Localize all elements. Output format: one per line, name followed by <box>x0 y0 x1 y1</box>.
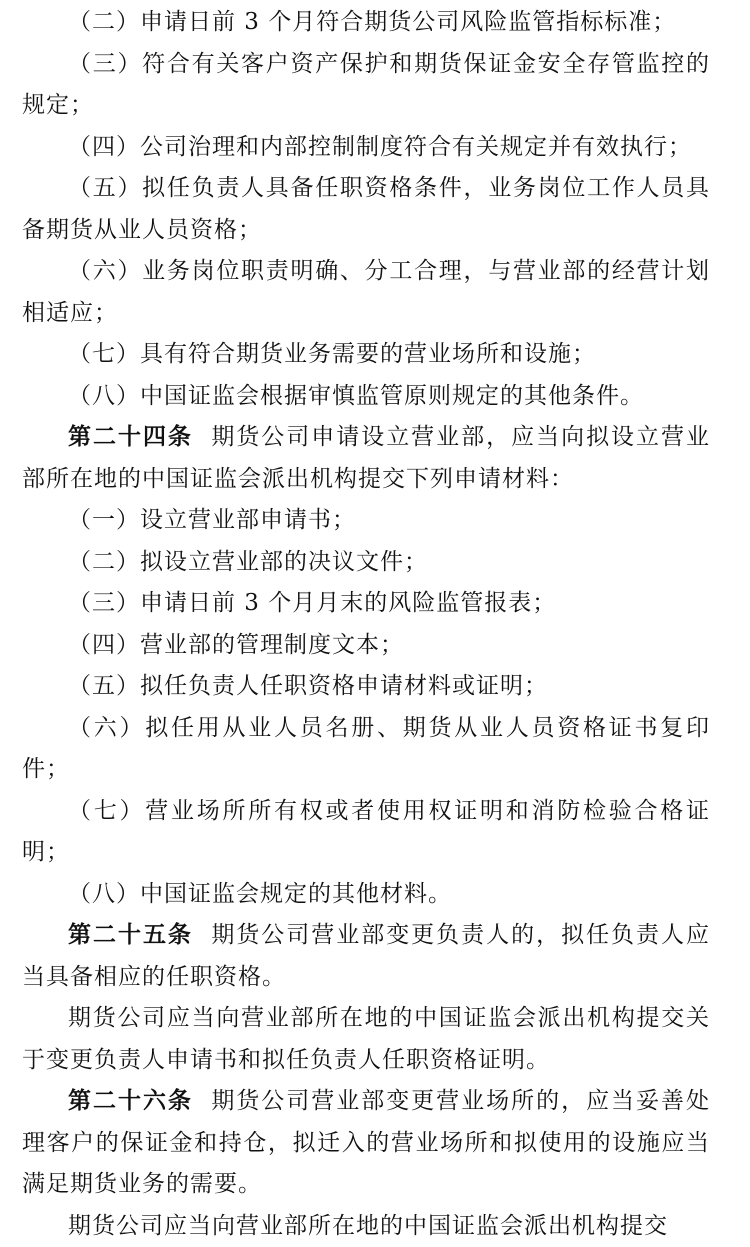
paragraph-text: （六）拟任用从业人员名册、期货从业人员资格证书复印件； <box>22 715 710 783</box>
article-paragraph <box>22 1081 710 1206</box>
paragraph-text: （八）中国证监会根据审慎监管原则规定的其他条件。 <box>68 383 644 409</box>
paragraph <box>22 44 710 127</box>
article-number: 第二十四条 <box>68 424 193 450</box>
paragraph-text: （五）拟任负责人具备任职资格条件，业务岗位工作人员具备期货从业人员资格； <box>22 175 710 243</box>
paragraph-text: （一）设立营业部申请书； <box>68 507 356 533</box>
paragraph <box>22 666 710 708</box>
paragraph-text: （五）拟任负责人任职资格申请材料或证明； <box>68 673 548 699</box>
paragraph-text: （八）中国证监会规定的其他材料。 <box>68 881 452 907</box>
paragraph <box>22 625 710 667</box>
paragraph <box>22 334 710 376</box>
paragraph <box>22 874 710 916</box>
paragraph <box>22 708 710 791</box>
paragraph <box>22 542 710 584</box>
article-number: 第二十六条 <box>68 1088 193 1114</box>
paragraph-text: （三）申请日前 3 个月月末的风险监管报表； <box>68 590 556 616</box>
paragraph-text: （六）业务岗位职责明确、分工合理，与营业部的经营计划相适应； <box>22 258 710 326</box>
paragraph <box>22 251 710 334</box>
article-paragraph <box>22 417 710 500</box>
paragraph-text: （四）营业部的管理制度文本； <box>68 632 404 658</box>
paragraph <box>22 583 710 625</box>
paragraph <box>22 1206 710 1247</box>
paragraph <box>22 500 710 542</box>
paragraph <box>22 998 710 1081</box>
paragraph-text: 期货公司营业部变更营业场所的，应当妥善处理客户的保证金和持仓，拟迁入的营业场所和拟使用的设施应当满足期货业务的需要。 <box>22 1088 710 1197</box>
article-number: 第二十五条 <box>68 922 193 948</box>
paragraph <box>22 2 710 44</box>
paragraph-text: （二）拟设立营业部的决议文件； <box>68 549 428 575</box>
paragraph-text: （七）具有符合期货业务需要的营业场所和设施； <box>68 341 596 367</box>
paragraph <box>22 168 710 251</box>
paragraph-text: 期货公司应当向营业部所在地的中国证监会派出机构提交关于变更负责人申请书和拟任负责人任职资格证明。 <box>22 1005 710 1073</box>
paragraph-text: （七）营业场所所有权或者使用权证明和消防检验合格证明； <box>22 798 710 866</box>
paragraph-text: （四）公司治理和内部控制制度符合有关规定并有效执行； <box>68 134 692 160</box>
paragraph <box>22 127 710 169</box>
paragraph-text: （二）申请日前 3 个月符合期货公司风险监管指标标准； <box>68 9 676 35</box>
paragraph <box>22 791 710 874</box>
paragraph <box>22 376 710 418</box>
paragraph-text: 期货公司应当向营业部所在地的中国证监会派出机构提交 <box>68 1213 668 1239</box>
paragraph-text: 期货公司申请设立营业部，应当向拟设立营业部所在地的中国证监会派出机构提交下列申请材料： <box>22 424 710 492</box>
paragraph-text: 期货公司营业部变更负责人的，拟任负责人应当具备相应的任职资格。 <box>22 922 710 990</box>
paragraph-text: （三）符合有关客户资产保护和期货保证金安全存管监控的规定； <box>22 51 710 119</box>
article-paragraph <box>22 915 710 998</box>
